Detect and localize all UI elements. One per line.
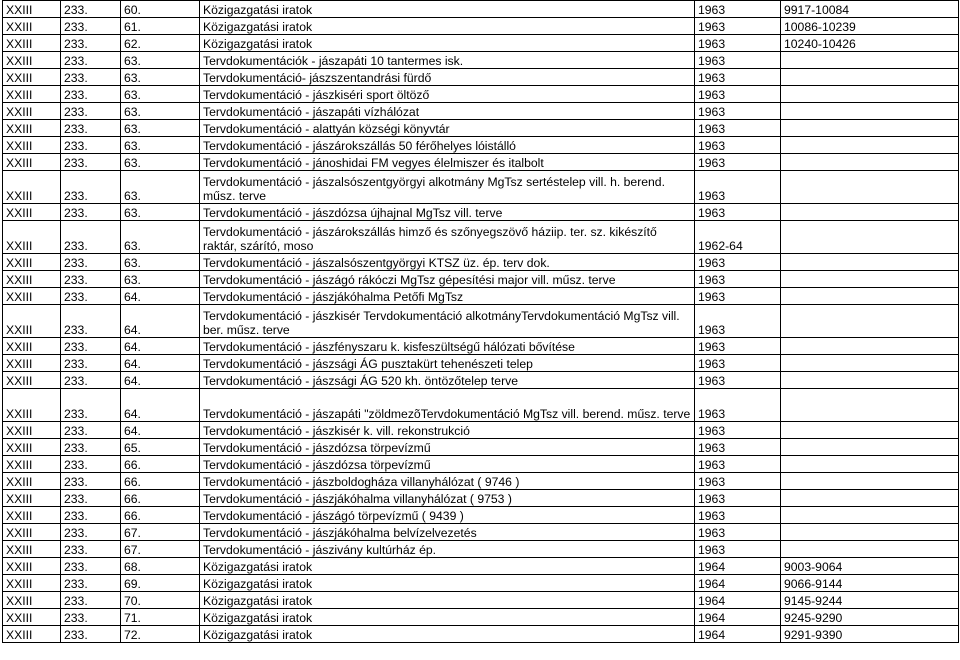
box-number-cell[interactable]: 65. (121, 439, 200, 456)
document-range-cell[interactable] (781, 204, 959, 221)
document-range-cell[interactable] (781, 103, 959, 120)
year-cell[interactable]: 1963 (695, 35, 781, 52)
fond-cell[interactable]: XXIII (3, 288, 61, 305)
fond-cell[interactable]: XXIII (3, 507, 61, 524)
box-number-cell[interactable]: 60. (121, 1, 200, 18)
year-cell[interactable]: 1963 (695, 490, 781, 507)
series-number-cell[interactable]: 233. (61, 575, 121, 592)
box-number-cell[interactable]: 66. (121, 507, 200, 524)
table-row (3, 69, 959, 86)
table-row (3, 254, 959, 271)
table-row (3, 288, 959, 305)
fond-cell[interactable]: XXIII (3, 473, 61, 490)
year-cell[interactable]: 1964 (695, 609, 781, 626)
box-number-cell[interactable]: 63. (121, 52, 200, 69)
box-number-cell[interactable]: 70. (121, 592, 200, 609)
document-range-cell[interactable] (781, 422, 959, 439)
title-cell[interactable]: Tervdokumentáció - jászdózsa törpevízmű (200, 439, 695, 456)
series-number-cell[interactable]: 233. (61, 254, 121, 271)
title-cell[interactable]: Tervdokumentáció - jászjákóhalma belvízelvezetés (200, 524, 695, 541)
document-range-cell[interactable] (781, 69, 959, 86)
title-cell[interactable]: Tervdokumentáció - jászapáti "zöldmezõTervdokumentáció MgTsz vill. berend. műsz. terve (200, 389, 695, 422)
fond-cell[interactable]: XXIII (3, 120, 61, 137)
series-number-cell[interactable]: 233. (61, 541, 121, 558)
series-number-cell[interactable]: 233. (61, 524, 121, 541)
title-cell[interactable]: Tervdokumentáció - jászágó rákóczi MgTsz gépesítési major vill. műsz. terve (200, 271, 695, 288)
document-range-cell[interactable] (781, 271, 959, 288)
table-row (3, 422, 959, 439)
box-number-cell[interactable]: 66. (121, 456, 200, 473)
box-number-cell[interactable]: 64. (121, 338, 200, 355)
series-number-cell[interactable]: 233. (61, 171, 121, 204)
fond-cell[interactable]: XXIII (3, 558, 61, 575)
box-number-cell[interactable]: 64. (121, 305, 200, 338)
title-cell[interactable]: Tervdokumentáció - jászjákóhalma Petőfi MgTsz (200, 288, 695, 305)
year-cell[interactable]: 1963 (695, 355, 781, 372)
table-row (3, 271, 959, 288)
box-number-cell[interactable]: 63. (121, 86, 200, 103)
fond-cell[interactable]: XXIII (3, 204, 61, 221)
title-cell[interactable]: Tervdokumentáció- jászszentandrási fürdő (200, 69, 695, 86)
box-number-cell[interactable]: 64. (121, 288, 200, 305)
table-row (3, 558, 959, 575)
document-range-cell[interactable]: 9245-9290 (781, 609, 959, 626)
document-range-cell[interactable] (781, 305, 959, 338)
series-number-cell[interactable]: 233. (61, 439, 121, 456)
fond-cell[interactable]: XXIII (3, 254, 61, 271)
table-row (3, 338, 959, 355)
box-number-cell[interactable]: 63. (121, 204, 200, 221)
fond-cell[interactable]: XXIII (3, 103, 61, 120)
series-number-cell[interactable]: 233. (61, 592, 121, 609)
series-number-cell[interactable]: 233. (61, 372, 121, 389)
box-number-cell[interactable]: 67. (121, 524, 200, 541)
title-cell[interactable]: Tervdokumentáció - alattyán községi könyvtár (200, 120, 695, 137)
title-cell[interactable]: Tervdokumentáció - jászkisér Tervdokumentáció alkotmányTervdokumentáció MgTsz vill. ber. műsz. terve (200, 305, 695, 338)
table-row (3, 389, 959, 422)
series-number-cell[interactable]: 233. (61, 137, 121, 154)
box-number-cell[interactable]: 63. (121, 103, 200, 120)
series-number-cell[interactable]: 233. (61, 103, 121, 120)
box-number-cell[interactable]: 63. (121, 171, 200, 204)
document-range-cell[interactable] (781, 355, 959, 372)
year-cell[interactable]: 1964 (695, 575, 781, 592)
fond-cell[interactable]: XXIII (3, 221, 61, 254)
document-range-cell[interactable] (781, 490, 959, 507)
box-number-cell[interactable]: 72. (121, 626, 200, 643)
title-cell[interactable]: Közigazgatási iratok (200, 609, 695, 626)
title-cell[interactable]: Tervdokumentáció - jászkisér k. vill. rekonstrukció (200, 422, 695, 439)
fond-cell[interactable]: XXIII (3, 1, 61, 18)
table-row (3, 52, 959, 69)
document-range-cell[interactable]: 9291-9390 (781, 626, 959, 643)
document-range-cell[interactable] (781, 120, 959, 137)
year-cell[interactable]: 1963 (695, 120, 781, 137)
year-cell[interactable]: 1963 (695, 254, 781, 271)
year-cell[interactable]: 1963 (695, 69, 781, 86)
year-cell[interactable]: 1963 (695, 439, 781, 456)
document-range-cell[interactable] (781, 254, 959, 271)
series-number-cell[interactable]: 233. (61, 69, 121, 86)
fond-cell[interactable]: XXIII (3, 524, 61, 541)
box-number-cell[interactable]: 69. (121, 575, 200, 592)
series-number-cell[interactable]: 233. (61, 626, 121, 643)
series-number-cell[interactable]: 233. (61, 338, 121, 355)
document-range-cell[interactable] (781, 507, 959, 524)
document-range-cell[interactable] (781, 221, 959, 254)
table-row (3, 137, 959, 154)
document-range-cell[interactable]: 9066-9144 (781, 575, 959, 592)
table-row (3, 524, 959, 541)
table-row (3, 626, 959, 643)
series-number-cell[interactable]: 233. (61, 288, 121, 305)
table-row (3, 372, 959, 389)
series-number-cell[interactable]: 233. (61, 154, 121, 171)
fond-cell[interactable]: XXIII (3, 439, 61, 456)
series-number-cell[interactable]: 233. (61, 1, 121, 18)
table-row (3, 473, 959, 490)
fond-cell[interactable]: XXIII (3, 490, 61, 507)
document-range-cell[interactable] (781, 541, 959, 558)
document-range-cell[interactable]: 9003-9064 (781, 558, 959, 575)
series-number-cell[interactable]: 233. (61, 204, 121, 221)
fond-cell[interactable]: XXIII (3, 592, 61, 609)
table-row (3, 305, 959, 338)
document-range-cell[interactable] (781, 288, 959, 305)
fond-cell[interactable]: XXIII (3, 171, 61, 204)
box-number-cell[interactable]: 63. (121, 137, 200, 154)
series-number-cell[interactable]: 233. (61, 35, 121, 52)
series-number-cell[interactable]: 233. (61, 490, 121, 507)
table-row (3, 18, 959, 35)
fond-cell[interactable]: XXIII (3, 69, 61, 86)
document-range-cell[interactable]: 10240-10426 (781, 35, 959, 52)
series-number-cell[interactable]: 233. (61, 18, 121, 35)
fond-cell[interactable]: XXIII (3, 626, 61, 643)
year-cell[interactable]: 1963 (695, 541, 781, 558)
box-number-cell[interactable]: 64. (121, 422, 200, 439)
year-cell[interactable]: 1963 (695, 338, 781, 355)
year-cell[interactable]: 1963 (695, 288, 781, 305)
box-number-cell[interactable]: 66. (121, 490, 200, 507)
year-cell[interactable]: 1963 (695, 154, 781, 171)
box-number-cell[interactable]: 67. (121, 541, 200, 558)
series-number-cell[interactable]: 233. (61, 456, 121, 473)
fond-cell[interactable]: XXIII (3, 609, 61, 626)
year-cell[interactable]: 1963 (695, 204, 781, 221)
title-cell[interactable]: Közigazgatási iratok (200, 1, 695, 18)
document-range-cell[interactable]: 9917-10084 (781, 1, 959, 18)
box-number-cell[interactable]: 66. (121, 473, 200, 490)
document-range-cell[interactable] (781, 86, 959, 103)
fond-cell[interactable]: XXIII (3, 389, 61, 422)
series-number-cell[interactable]: 233. (61, 86, 121, 103)
table-row (3, 1, 959, 18)
title-cell[interactable]: Tervdokumentáció - jászivány kultúrház ép. (200, 541, 695, 558)
title-cell[interactable]: Tervdokumentáció - jászsági ÁG 520 kh. öntözőtelep terve (200, 372, 695, 389)
year-cell[interactable]: 1963 (695, 456, 781, 473)
year-cell[interactable]: 1963 (695, 171, 781, 204)
table-row (3, 507, 959, 524)
document-range-cell[interactable]: 9145-9244 (781, 592, 959, 609)
box-number-cell[interactable]: 61. (121, 18, 200, 35)
series-number-cell[interactable]: 233. (61, 305, 121, 338)
year-cell[interactable]: 1963 (695, 372, 781, 389)
title-cell[interactable]: Tervdokumentációk - jászapáti 10 tantermes isk. (200, 52, 695, 69)
fond-cell[interactable]: XXIII (3, 137, 61, 154)
title-cell[interactable]: Tervdokumentáció - jászboldogháza villanyhálózat ( 9746 ) (200, 473, 695, 490)
document-range-cell[interactable] (781, 439, 959, 456)
year-cell[interactable]: 1963 (695, 507, 781, 524)
series-number-cell[interactable]: 233. (61, 507, 121, 524)
table-row (3, 86, 959, 103)
title-cell[interactable]: Tervdokumentáció - jászalsószentgyörgyi alkotmány MgTsz sertéstelep vill. h. berend. műsz. terve (200, 171, 695, 204)
fond-cell[interactable]: XXIII (3, 575, 61, 592)
title-cell[interactable]: Tervdokumentáció - jászárokszállás himző és szőnyegszövő háziip. ter. sz. kikészítő raktár, szárító, moso (200, 221, 695, 254)
document-range-cell[interactable] (781, 171, 959, 204)
fond-cell[interactable]: XXIII (3, 154, 61, 171)
table-row (3, 609, 959, 626)
table-row (3, 490, 959, 507)
series-number-cell[interactable]: 233. (61, 389, 121, 422)
series-number-cell[interactable]: 233. (61, 271, 121, 288)
box-number-cell[interactable]: 63. (121, 254, 200, 271)
year-cell[interactable]: 1964 (695, 558, 781, 575)
year-cell[interactable]: 1963 (695, 18, 781, 35)
box-number-cell[interactable]: 63. (121, 69, 200, 86)
series-number-cell[interactable]: 233. (61, 221, 121, 254)
box-number-cell[interactable]: 62. (121, 35, 200, 52)
box-number-cell[interactable]: 68. (121, 558, 200, 575)
table-row (3, 592, 959, 609)
year-cell[interactable]: 1962-64 (695, 221, 781, 254)
table-row (3, 541, 959, 558)
box-number-cell[interactable]: 64. (121, 372, 200, 389)
document-range-cell[interactable] (781, 372, 959, 389)
table-row (3, 439, 959, 456)
box-number-cell[interactable]: 63. (121, 120, 200, 137)
title-cell[interactable]: Közigazgatási iratok (200, 626, 695, 643)
year-cell[interactable]: 1963 (695, 389, 781, 422)
year-cell[interactable]: 1963 (695, 473, 781, 490)
table-row (3, 456, 959, 473)
box-number-cell[interactable]: 64. (121, 355, 200, 372)
document-range-cell[interactable] (781, 154, 959, 171)
series-number-cell[interactable]: 233. (61, 422, 121, 439)
series-number-cell[interactable]: 233. (61, 473, 121, 490)
document-range-cell[interactable]: 10086-10239 (781, 18, 959, 35)
title-cell[interactable]: Közigazgatási iratok (200, 18, 695, 35)
table-row (3, 171, 959, 204)
box-number-cell[interactable]: 63. (121, 154, 200, 171)
title-cell[interactable]: Közigazgatási iratok (200, 35, 695, 52)
fond-cell[interactable]: XXIII (3, 18, 61, 35)
table-row (3, 204, 959, 221)
box-number-cell[interactable]: 64. (121, 389, 200, 422)
fond-cell[interactable]: XXIII (3, 52, 61, 69)
title-cell[interactable]: Tervdokumentáció - jászdózsa újhajnal MgTsz vill. terve (200, 204, 695, 221)
year-cell[interactable]: 1964 (695, 592, 781, 609)
fond-cell[interactable]: XXIII (3, 86, 61, 103)
document-range-cell[interactable] (781, 338, 959, 355)
document-range-cell[interactable] (781, 456, 959, 473)
year-cell[interactable]: 1963 (695, 86, 781, 103)
title-cell[interactable]: Tervdokumentáció - jászfényszaru k. kisfeszültségű hálózati bővítése (200, 338, 695, 355)
title-cell[interactable]: Közigazgatási iratok (200, 558, 695, 575)
table-row (3, 154, 959, 171)
table-row (3, 355, 959, 372)
title-cell[interactable]: Tervdokumentáció - jászárokszállás 50 férőhelyes lóistálló (200, 137, 695, 154)
table-row (3, 103, 959, 120)
title-cell[interactable]: Tervdokumentáció - jászapáti vízhálózat (200, 103, 695, 120)
fond-cell[interactable]: XXIII (3, 456, 61, 473)
table-row (3, 120, 959, 137)
box-number-cell[interactable]: 63. (121, 271, 200, 288)
title-cell[interactable]: Tervdokumentáció - jászjákóhalma villanyhálózat ( 9753 ) (200, 490, 695, 507)
title-cell[interactable]: Tervdokumentáció - jászalsószentgyörgyi KTSZ üz. ép. terv dok. (200, 254, 695, 271)
series-number-cell[interactable]: 233. (61, 355, 121, 372)
document-range-cell[interactable] (781, 52, 959, 69)
title-cell[interactable]: Tervdokumentáció - jászdózsa törpevízmű (200, 456, 695, 473)
year-cell[interactable]: 1963 (695, 103, 781, 120)
table-row (3, 221, 959, 254)
title-cell[interactable]: Tervdokumentáció - jászsági ÁG pusztakürt tehenészeti telep (200, 355, 695, 372)
year-cell[interactable]: 1964 (695, 626, 781, 643)
series-number-cell[interactable]: 233. (61, 609, 121, 626)
series-number-cell[interactable]: 233. (61, 52, 121, 69)
year-cell[interactable]: 1963 (695, 305, 781, 338)
table-row (3, 575, 959, 592)
title-cell[interactable]: Tervdokumentáció - jászkiséri sport öltöző (200, 86, 695, 103)
document-range-cell[interactable] (781, 389, 959, 422)
fond-cell[interactable]: XXIII (3, 355, 61, 372)
year-cell[interactable]: 1963 (695, 524, 781, 541)
fond-cell[interactable]: XXIII (3, 35, 61, 52)
year-cell[interactable]: 1963 (695, 271, 781, 288)
table-row (3, 35, 959, 52)
fond-cell[interactable]: XXIII (3, 305, 61, 338)
fond-cell[interactable]: XXIII (3, 541, 61, 558)
title-cell[interactable]: Tervdokumentáció - jánoshidai FM vegyes élelmiszer és italbolt (200, 154, 695, 171)
records-table (2, 0, 959, 643)
series-number-cell[interactable]: 233. (61, 120, 121, 137)
year-cell[interactable]: 1963 (695, 422, 781, 439)
year-cell[interactable]: 1963 (695, 1, 781, 18)
title-cell[interactable]: Közigazgatási iratok (200, 592, 695, 609)
document-range-cell[interactable] (781, 137, 959, 154)
title-cell[interactable]: Tervdokumentáció - jászágó törpevízmű ( 9439 ) (200, 507, 695, 524)
title-cell[interactable]: Közigazgatási iratok (200, 575, 695, 592)
series-number-cell[interactable]: 233. (61, 558, 121, 575)
fond-cell[interactable]: XXIII (3, 422, 61, 439)
year-cell[interactable]: 1963 (695, 137, 781, 154)
document-range-cell[interactable] (781, 473, 959, 490)
fond-cell[interactable]: XXIII (3, 271, 61, 288)
fond-cell[interactable]: XXIII (3, 372, 61, 389)
table-body (3, 1, 959, 643)
box-number-cell[interactable]: 71. (121, 609, 200, 626)
box-number-cell[interactable]: 63. (121, 221, 200, 254)
document-range-cell[interactable] (781, 524, 959, 541)
year-cell[interactable]: 1963 (695, 52, 781, 69)
fond-cell[interactable]: XXIII (3, 338, 61, 355)
